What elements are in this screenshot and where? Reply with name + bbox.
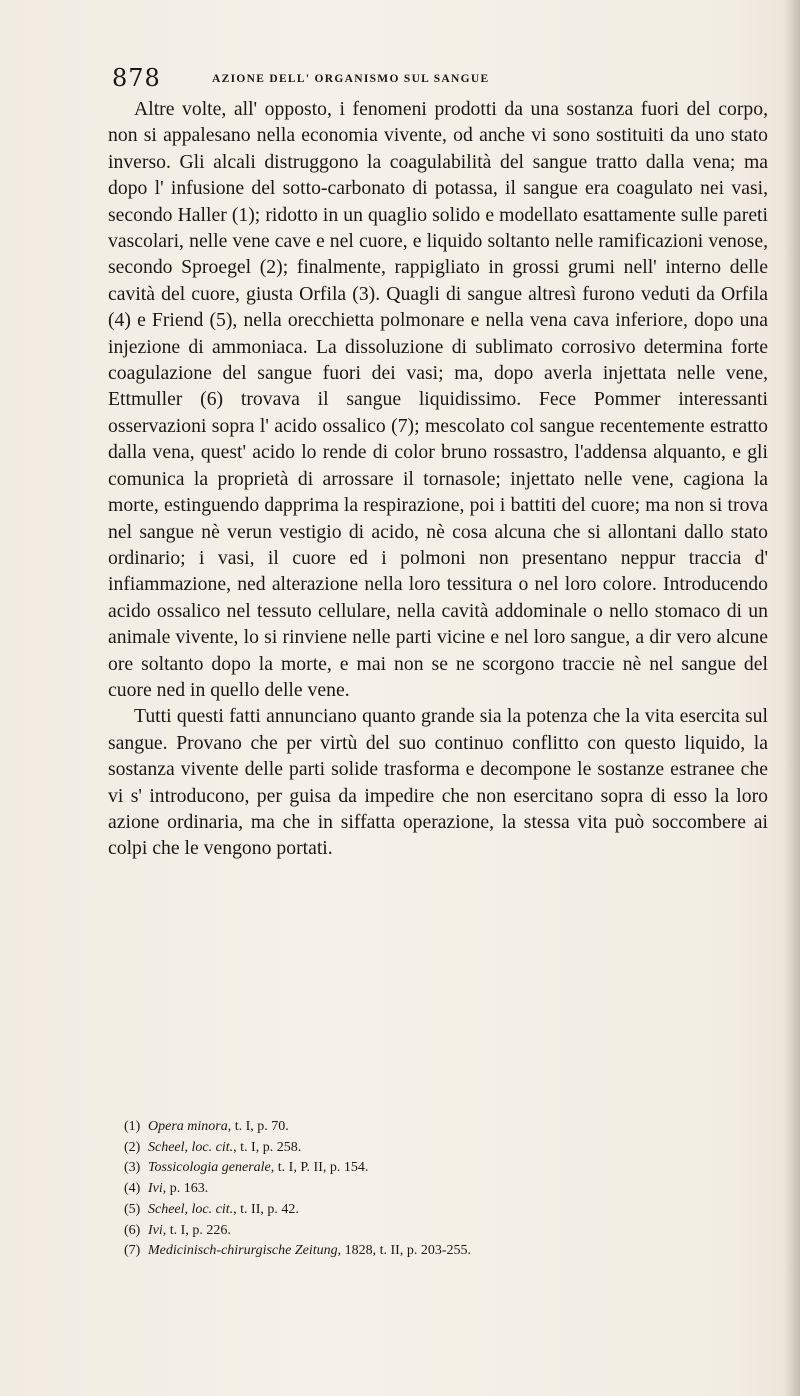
body-text <box>108 96 768 862</box>
footnote-number: (1) <box>124 1119 141 1134</box>
footnote-title: Tossicologia generale <box>148 1160 271 1176</box>
footnote-text <box>148 1221 231 1242</box>
footnote-title: Scheel, loc. cit. <box>148 1139 234 1155</box>
footnote-ref: , 1828, t. II, p. 203-255. <box>337 1243 471 1259</box>
footnote <box>124 1200 764 1221</box>
footnote-title: Ivi <box>148 1181 163 1197</box>
footnote-number: (4) <box>124 1181 141 1197</box>
footnote <box>124 1241 764 1262</box>
footnote-title: Scheel, loc. cit. <box>148 1201 234 1217</box>
paragraph: Altre volte, all' opposto, i fenomeni prodotti da una sostanza fuori del corpo, non si appalesano nella economia vivente, od anche vi sono sostituiti da uno stato inverso. Gli alcali distruggono la coagulabilità del sangue tratto dalla vena; ma dopo l' infusione del sotto-carbonato di potassa, il sangue era coagulato nei vasi, secondo Haller (1); ridotto in un quaglio solido e modellato esattamente sulle pareti vascolari, nelle vene cave e nel cuore, e liquido soltanto nelle ramificazioni venose, secondo Sproegel (2); finalmente, rappigliato in grossi grumi nell' interno delle cavità del cuore, giusta Orfila (3). Quagli di sangue altresì furono veduti da Orfila (4) e Friend (5), nella orecchietta polmonare e nella vena cava inferiore, dopo una injezione di ammoniaca. La dissoluzione di sublimato corrosivo determina forte coagulazione del sangue fuori dei vasi; ma, dopo averla injettata nelle vene, Ettmuller (6) trovava il sangue liquidissimo. Fece Pommer interessanti osservazioni sopra l' acido ossalico (7); mescolato col sangue recentemente estratto dalla vena, quest' acido lo rende di color bruno rossastro, l'addensa alquanto, e gli comunica la proprietà di arrossare il tornasole; injettato nelle vene, cagiona la morte, estinguendo dapprima la respirazione, poi i battiti del cuore; ma non si trova nel sangue nè verun vestigio di acido, nè cosa alcuna che si allontani dallo stato ordinario; i vasi, il cuore ed i polmoni non presentano neppur traccia d' infiammazione, ned alterazione nella loro tessitura o nel loro colore. Introducendo acido ossalico nel tessuto cellulare, nella cavità addominale o nello stomaco di un animale vivente, lo si rinviene nelle parti vicine e nel loro sangue, a dir vero alcune ore soltanto dopo la morte, e mai non se ne scorgono traccie nè nel sangue del cuore ned in quello delle vene. <box>108 98 768 701</box>
footnote-number: (5) <box>124 1201 141 1217</box>
page-edge-shadow <box>784 0 800 1396</box>
footnote-title: Opera minora <box>148 1119 228 1134</box>
footnote-text <box>148 1179 208 1200</box>
footnote-text <box>148 1117 289 1138</box>
footnote-title: Medicinisch-chirurgische Zeitung <box>148 1243 338 1259</box>
page-header <box>112 64 672 98</box>
footnote <box>124 1138 764 1159</box>
footnote-ref: , t. I, P. II, p. 154. <box>270 1160 369 1176</box>
footnote-title: Ivi <box>148 1222 163 1238</box>
footnote-ref: , t. II, p. 42. <box>233 1201 299 1217</box>
footnote-text <box>148 1158 368 1179</box>
footnote-text <box>148 1138 301 1159</box>
footnote <box>124 1117 764 1138</box>
footnote-ref: , t. I, p. 70. <box>227 1119 289 1134</box>
footnote-number: (3) <box>124 1160 141 1176</box>
footnote-ref: , p. 163. <box>162 1181 209 1197</box>
footnote-ref: , t. I, p. 258. <box>233 1139 302 1155</box>
running-head: AZIONE DELL' ORGANISMO SUL SANGUE <box>212 73 490 85</box>
footnote <box>124 1179 764 1200</box>
footnote <box>124 1221 764 1242</box>
footnote-list <box>124 1117 764 1262</box>
footnote-number: (6) <box>124 1222 141 1238</box>
page-number: 878 <box>112 64 161 92</box>
footnote-number: (7) <box>124 1243 141 1259</box>
paragraph: Tutti questi fatti annunciano quanto grande sia la potenza che la vita esercita sul sangue. Provano che per virtù del suo continuo conflitto con questo liquido, la sostanza vivente delle parti solide trasforma e decompone le sostanze estranee che vi s' introducono, per guisa da impedire che non esercitano sopra di esso la loro azione ordinaria, ma che in siffatta operazione, la stessa vita può soccombere ai colpi che le vengono portati. <box>108 705 768 860</box>
footnote-number: (2) <box>124 1139 141 1155</box>
footnote-text <box>148 1200 299 1221</box>
footnote <box>124 1158 764 1179</box>
footnote-ref: , t. I, p. 226. <box>162 1222 231 1238</box>
footnote-text <box>148 1241 471 1262</box>
footnotes <box>124 1117 764 1262</box>
